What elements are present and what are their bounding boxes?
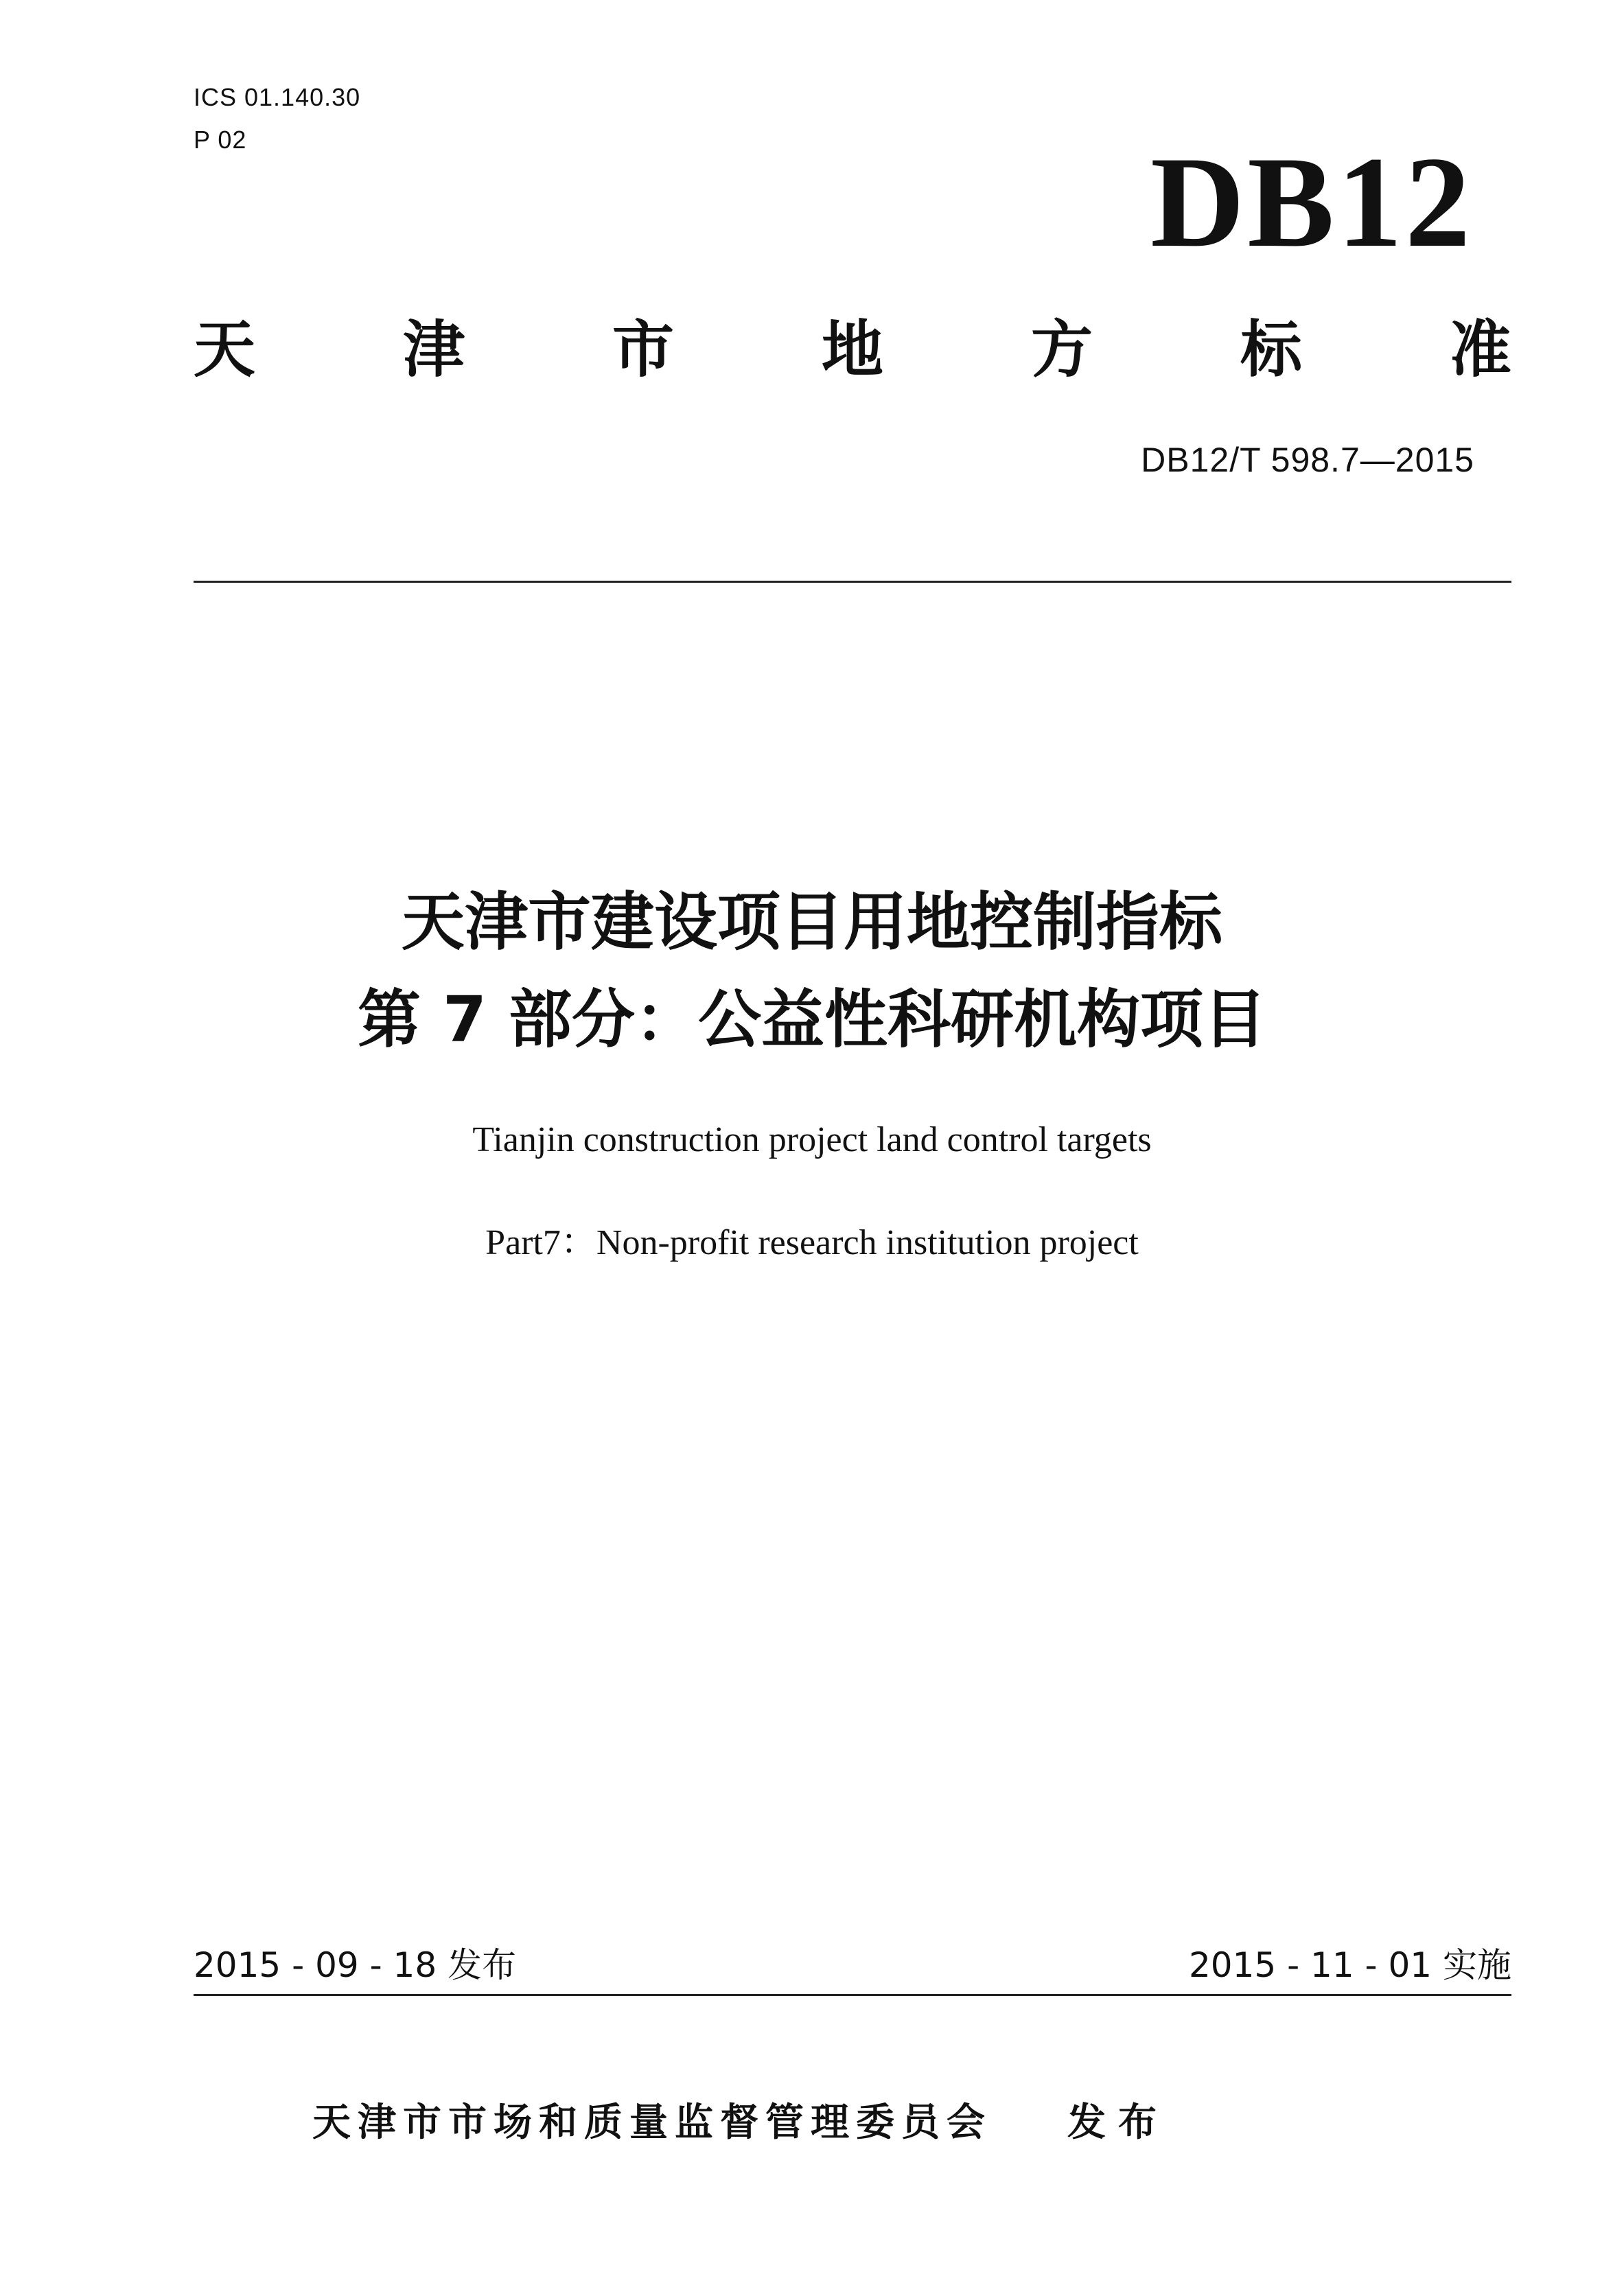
bottom-divider bbox=[194, 1994, 1511, 1996]
title-cn-line1: 天津市建设项目用地控制指标 bbox=[401, 885, 1222, 959]
standard-type-heading bbox=[194, 314, 1511, 386]
title-en-line2: Part7：Non-profit research institution project bbox=[485, 1223, 1139, 1262]
standard-type-char: 标 bbox=[1240, 314, 1302, 386]
db12-logo: DB12 bbox=[1150, 130, 1473, 275]
implementation-date: 2015 - 11 - 01 实施 bbox=[1188, 1945, 1511, 1985]
publish-label: 发布 bbox=[1067, 2100, 1169, 2145]
ccs-code: P 02 bbox=[194, 126, 247, 154]
title-en-line1: Tianjin construction project land control targets bbox=[472, 1120, 1152, 1159]
publisher-name: 天津市市场和质量监督管理委员会 bbox=[312, 2100, 992, 2145]
standard-number: DB12/T 598.7—2015 bbox=[1141, 441, 1474, 479]
top-divider bbox=[194, 581, 1511, 583]
issue-date: 2015 - 09 - 18 发布 bbox=[194, 1945, 517, 1985]
standard-type-char: 准 bbox=[1450, 314, 1511, 386]
standard-type-char: 方 bbox=[1031, 314, 1093, 386]
title-cn-line2: 第 7 部分：公益性科研机构项目 bbox=[357, 983, 1267, 1056]
standard-type-char: 津 bbox=[403, 314, 465, 386]
publisher-row bbox=[312, 2100, 1169, 2145]
standard-type-char: 地 bbox=[822, 314, 883, 386]
ics-code: ICS 01.140.30 bbox=[194, 83, 361, 111]
standard-type-char: 天 bbox=[194, 314, 255, 386]
standard-type-char: 市 bbox=[612, 314, 674, 386]
